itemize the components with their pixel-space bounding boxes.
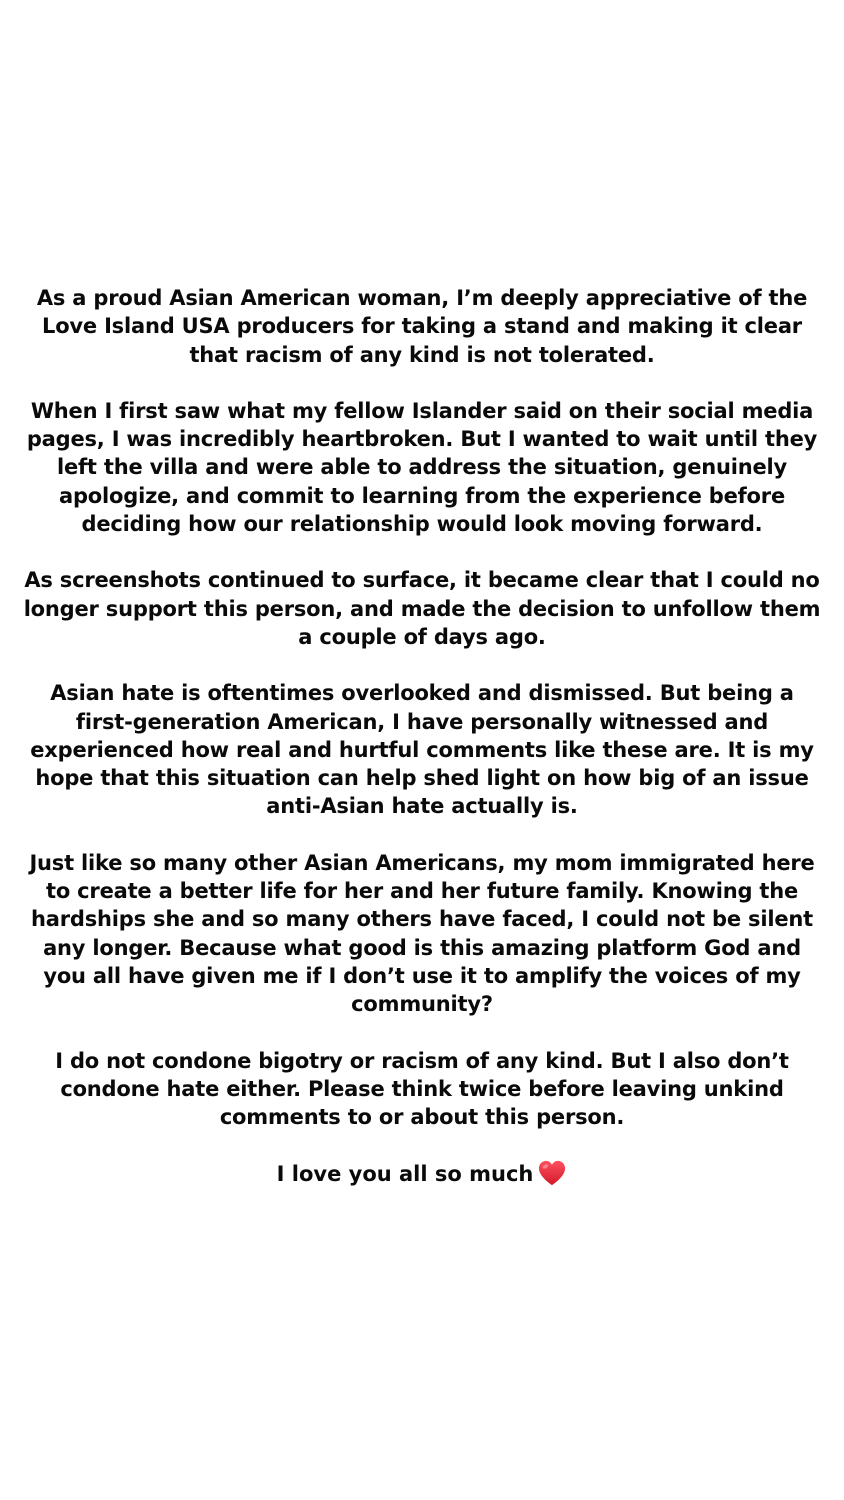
closing-text: I love you all so much (276, 1162, 534, 1187)
statement-body (20, 284, 824, 1189)
paragraph: As screenshots continued to surface, it became clear that I could no longer support this person, and made the decision to unfollow them a couple of days ago. (23, 568, 821, 649)
paragraph: As a proud Asian American woman, I’m deeply appreciative of the Love Island USA producers for taking a stand and making it clear that racism of any kind is not tolerated. (36, 286, 808, 367)
red-heart-icon (537, 1159, 567, 1187)
paragraph: Just like so many other Asian Americans, my mom immigrated here to create a better life for her and her future family. Knowing the hardships she and so many others have faced, I could not be silent any longer. Because what good is this amazing platform God and you all have given me if I don’t use it to amplify the voices of my community? (29, 850, 815, 1017)
paragraph: I do not condone bigotry or racism of any kind. But I also don’t condone hate either. Please think twice before leaving unkind comments to or about this person. (55, 1048, 789, 1130)
paragraph: When I first saw what my fellow Islander said on their social media pages, I was incredibly heartbroken. But I wanted to wait until they left the villa and were able to address the situation, genuinely apologize, and commit to learning from the experience before deciding how our relationship would look moving forward. (26, 398, 818, 537)
paragraph: Asian hate is oftentimes overlooked and dismissed. But being a first-generation American, I have personally witnessed and experienced how real and hurtful comments like these are. It is my hope that this situation can help shed light on how big of an issue anti-Asian hate actually is. (30, 681, 814, 819)
closing-line (20, 1159, 824, 1188)
